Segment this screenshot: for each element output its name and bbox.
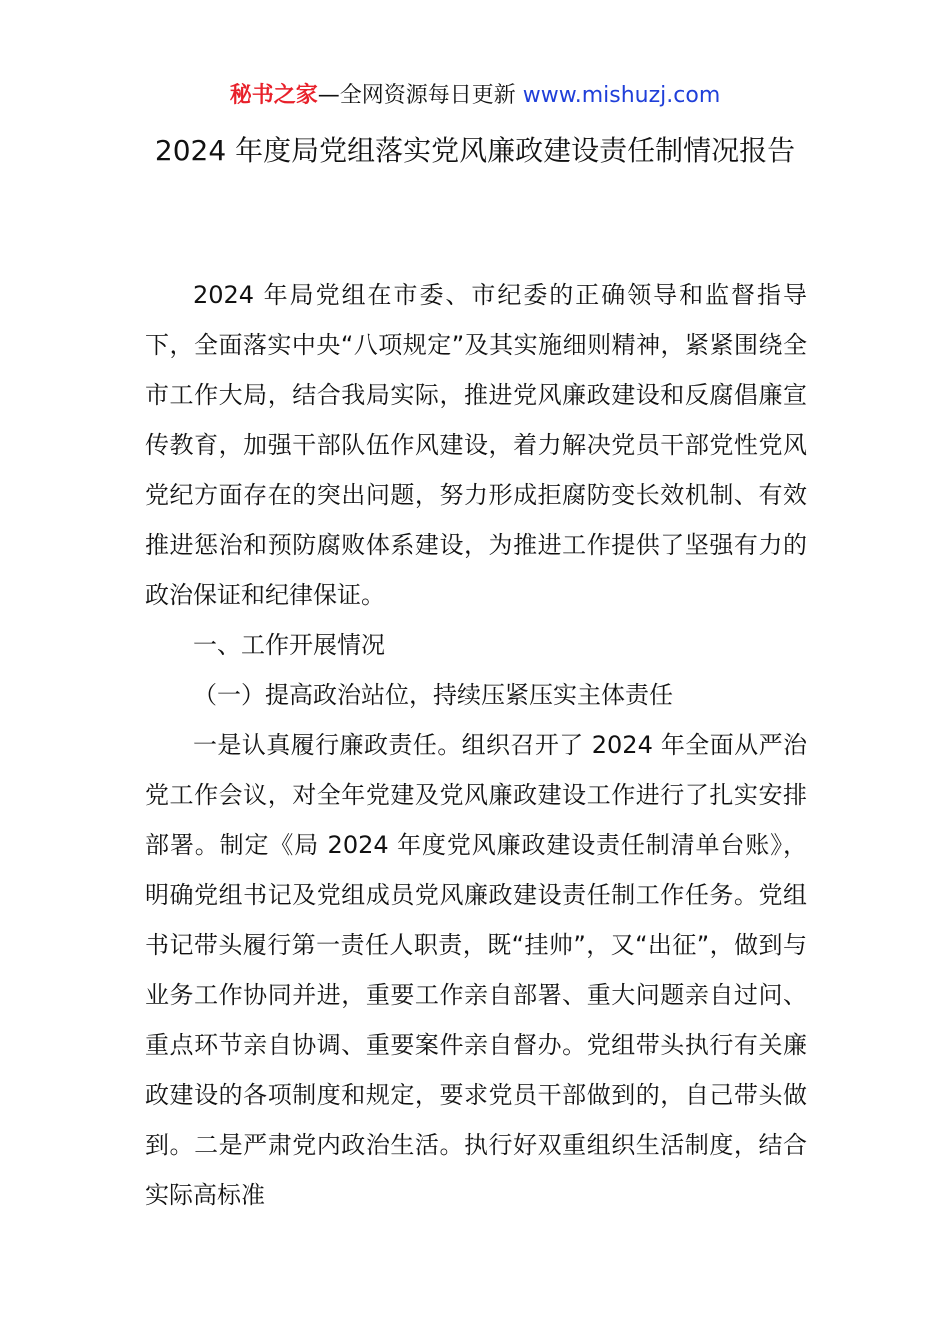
section-heading: 一、工作开展情况 <box>193 631 385 659</box>
document-body <box>145 270 807 1220</box>
site-url-link[interactable]: www.mishuzj.com <box>522 83 721 108</box>
document-title: 2024 年度局党组落实党风廉政建设责任制情况报告 <box>154 134 796 167</box>
body-paragraph: 一是认真履行廉政责任。组织召开了 2024 年全面从严治党工作会议，对全年党建及党风廉政建设工作进行了扎实安排部署。制定《局 2024 年度党风廉政建设责任制清单台账》，明确党组书记及党组成员党风廉政建设责任制工作任务。党组书记带头履行第一责任人职责，既“挂帅”，又“出征”，做到与业务工作协同并进，重要工作亲自部署、重大问题亲自过问、重点环节亲自协调、重要案件亲自督办。党组带头执行有关廉政建设的各项制度和规定，要求党员干部做到的，自己带头做到。二是严肃党内政治生活。执行好双重组织生活制度，结合实际高标准 <box>145 731 807 1209</box>
site-tagline: —全网资源每日更新 <box>317 83 516 108</box>
site-header <box>0 80 950 112</box>
site-brand: 秘书之家 <box>229 83 318 108</box>
intro-paragraph: 2024 年局党组在市委、市纪委的正确领导和监督指导下，全面落实中央“八项规定”及其实施细则精神，紧紧围绕全市工作大局，结合我局实际，推进党风廉政建设和反腐倡廉宣传教育，加强干部队伍作风建设，着力解决党员干部党性党风党纪方面存在的突出问题，努力形成拒腐防变长效机制、有效推进惩治和预防腐败体系建设，为推进工作提供了坚强有力的政治保证和纪律保证。 <box>145 281 807 609</box>
subsection-heading: （一）提高政治站位，持续压紧压实主体责任 <box>193 681 673 709</box>
